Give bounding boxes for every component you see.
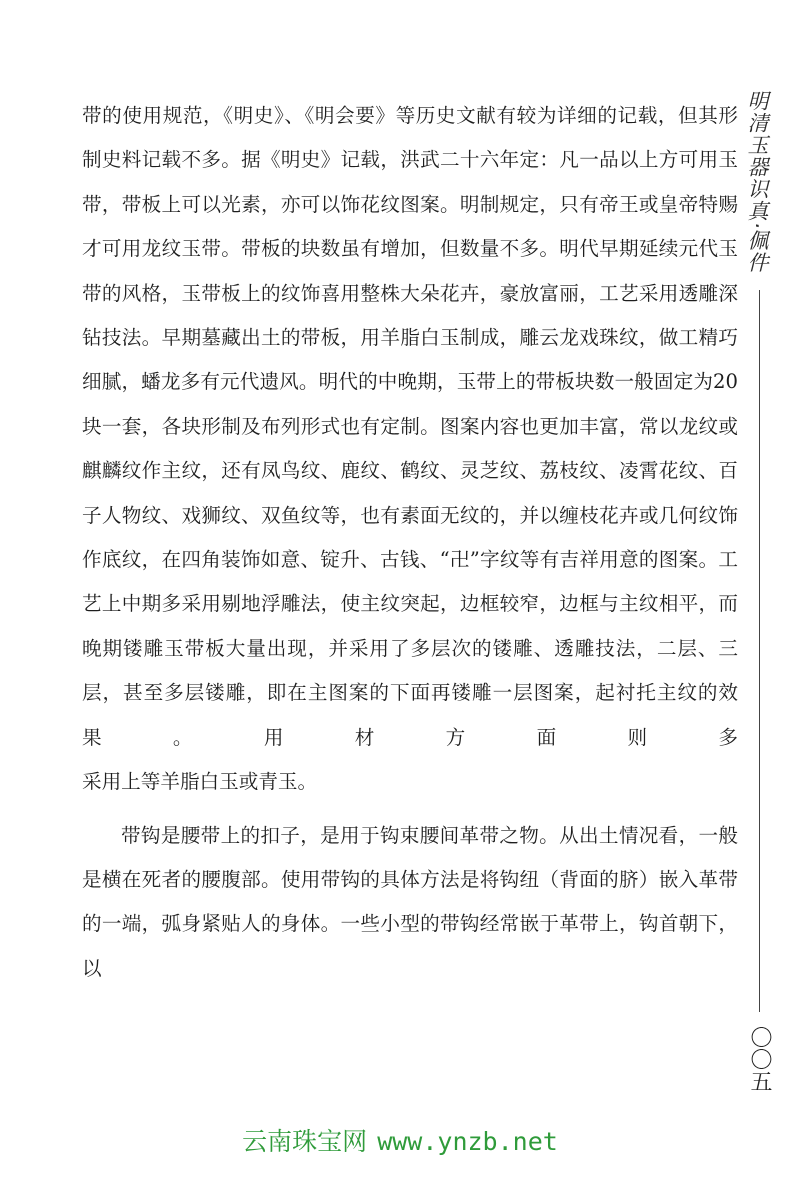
watermark-site-name: 云南珠宝网 [242,1127,368,1156]
footer-watermark [0,1122,800,1158]
body-paragraph-2 [82,814,738,992]
paragraph-1-last-line: 采用上等羊脂白玉或青玉。 [82,770,318,794]
body-paragraph-1 [82,94,738,805]
watermark-url: www.ynzb.net [377,1127,558,1156]
margin-rule [759,290,760,1012]
running-book-title: 明清玉器识真·佩件 [745,90,769,274]
paragraph-2-text: 带钩是腰带上的扣子，是用于钩束腰间革带之物。从出土情况看，一般是横在死者的腰腹部。使用带钩的具体方法是将钩纽（背面的脐）嵌入革带的一端，弧身紧贴人的身体。一些小型的带钩经常嵌于革带上，钩首朝下，以 [82,823,738,980]
paragraph-1-text: 带的使用规范，《明史》、《明会要》等历史文献有较为详细的记载，但其形制史料记载不多。据《明史》记载，洪武二十六年定：凡一品以上方可用玉带，带板上可以光素，亦可以饰花纹图案。明制规定，只有帝王或皇帝特赐才可用龙纹玉带。带板的块数虽有增加，但数量不多。明代早期延续元代玉带的风格，玉带板上的纹饰喜用整株大朵花卉，豪放富丽，工艺采用透雕深钻技法。早期墓藏出土的带板，用羊脂白玉制成，雕云龙戏珠纹，做工精巧细腻，蟠龙多有元代遗风。明代的中晚期，玉带上的带板块数一般固定为20块一套，各块形制及布列形式也有定制。图案内容也更加丰富，常以龙纹或麒麟纹作主纹，还有凤鸟纹、鹿纹、鹤纹、灵芝纹、荔枝纹、凌霄花纹、百子人物纹、戏狮纹、双鱼纹等，也有素面无纹的，并以缠枝花卉或几何纹饰作底纹，在四角装饰如意、锭升、古钱、“卍”字纹等有吉祥用意的图案。工艺上中期多采用剔地浮雕法，使主纹突起，边框较窄，边框与主纹相平，而晚期镂雕玉带板大量出现，并采用了多层次的镂雕、透雕技法，二层、三层，甚至多层镂雕，即在主图案的下面再镂雕一层图案，起衬托主纹的效果。用材方面则多 [82,104,738,749]
page-body [82,94,738,991]
page-number: 〇〇五 [747,1026,772,1092]
